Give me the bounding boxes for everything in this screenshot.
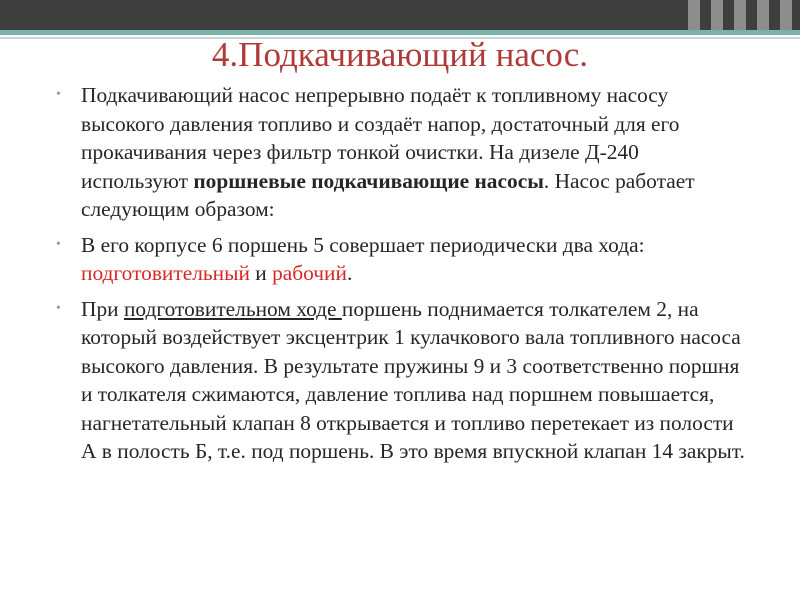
paragraph-text: При <box>81 296 124 321</box>
paragraph-text: В его корпусе 6 поршень 5 совершает периодически два хода: <box>81 232 645 257</box>
bold-term: поршневые подкачивающие насосы <box>193 168 544 193</box>
paragraph-text: и <box>249 261 273 285</box>
paragraph-text: . <box>346 261 353 285</box>
bullet-icon: • <box>56 300 61 316</box>
bullet-list <box>56 81 746 473</box>
list-item <box>56 81 746 224</box>
underlined-term: подготовительном ходе <box>123 296 342 321</box>
paragraph-text: поршень поднимается толкателем 2, на который воздействует эксцентрик 1 кулачкового вала топливного насоса высокого давления. В результате пружины 9 и 3 соответственно поршня и толкателя сжимаются, давление топлива над поршнем повышается, нагнетательный клапан 8 открывается и топливо перетекает из полости А в полость Б, т.е. под поршень. В это время впускной клапан 14 закрыт. <box>81 296 745 463</box>
list-item <box>56 295 746 466</box>
slide-title: 4.Подкачивающий насос. <box>211 35 589 74</box>
highlight-term: подготовительный <box>81 261 250 285</box>
header-bar <box>0 0 800 30</box>
paragraph-text: . Насос работает следующим образом: <box>81 168 695 221</box>
paragraph-text: Подкачивающий насос непрерывно подаёт к топливному насосу высокого давления топливо и создаёт напор, достаточный для его прокачивания через фильтр тонкой очистки. На дизеле Д-240 используют <box>81 83 680 193</box>
bullet-icon: • <box>56 236 61 252</box>
header-stripes <box>688 0 800 30</box>
list-item <box>56 231 746 288</box>
highlight-term: рабочий <box>272 261 347 285</box>
bullet-icon: • <box>56 87 61 102</box>
